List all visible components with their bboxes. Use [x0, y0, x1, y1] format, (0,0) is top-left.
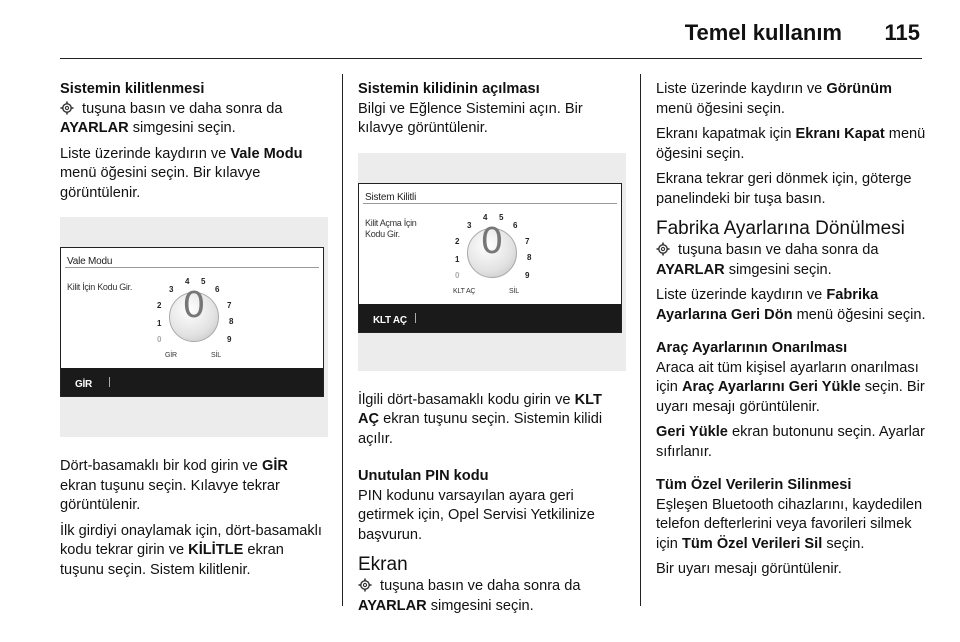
- text: seçin.: [822, 535, 865, 552]
- dial-digit: 3: [467, 220, 472, 230]
- text: menü öğesini seçin.: [656, 126, 926, 162]
- unlock-key: KLT AÇ: [453, 287, 476, 295]
- figure-prompt: Kilit İçin Kodu Gir.: [67, 282, 133, 292]
- text: Liste üzerinde kaydırın ve: [60, 145, 231, 162]
- text: ekran tuşunu seçin. Kılavye tekrar görüntülenir.: [60, 477, 280, 513]
- dial-digit: 5: [201, 277, 206, 286]
- text-bold: Vale Modu: [230, 145, 303, 162]
- dial-digit: 9: [525, 270, 530, 280]
- dial-digit: 3: [169, 285, 174, 294]
- text: menü öğesini seçin. Bir kılavye görüntülenir.: [60, 165, 261, 201]
- text-bold: AYARLAR: [656, 261, 725, 278]
- dial-digit: 7: [227, 301, 232, 310]
- text: İlk girdiyi onaylamak için, dört-basamaklı kodu tekrar girin ve: [60, 522, 322, 558]
- text: Eşleşen Bluetooth cihazlarını, kaydedilen telefon defterlerini veya favorileri silmek için: [656, 496, 923, 552]
- text: Araca ait tüm kişisel ayarların onarılması için: [656, 359, 919, 395]
- unlock-button-label: KLT AÇ: [373, 314, 407, 326]
- spacer: [656, 331, 926, 339]
- column-divider-1: [342, 74, 343, 606]
- figure-screen-title: Sistem Kilitli: [365, 191, 417, 203]
- text-bold: Geri Yükle: [656, 424, 728, 440]
- dial-digit: 8: [527, 252, 532, 262]
- figure-prompt: Kilit Açma İçin Kodu Gir.: [365, 217, 417, 239]
- text-bold: AYARLAR: [60, 120, 129, 136]
- text: İlgili dört-basamaklı kodu girin ve: [358, 391, 575, 408]
- text: ekran tuşunu seçin. Sistem kilitlenir.: [60, 542, 284, 578]
- text-bold: Fabrika Ayarlarına Geri Dön: [656, 287, 879, 323]
- figure-valet-mode: [60, 217, 328, 437]
- delete-key: SİL: [211, 352, 221, 359]
- heading-restore-vehicle-settings: Araç Ayarlarının Onarılması: [656, 340, 848, 356]
- text: PIN kodunu varsayılan ayara geri getirmek için, Opel Servisi Yetkilinize başvurun.: [358, 487, 595, 543]
- figure-screen-title: Vale Modu: [67, 256, 113, 267]
- text-bold: KLT AÇ: [358, 391, 602, 427]
- header-divider: [60, 58, 922, 59]
- dial-digit: 4: [483, 212, 488, 222]
- text: ekran butonunu seçin. Ayarlar sıfırlanır.: [656, 424, 925, 460]
- text: menü öğesini seçin.: [656, 100, 785, 117]
- text: simgesini seçin.: [426, 597, 534, 614]
- text: ekran tuşunu seçin. Sistemin kilidi açılır.: [358, 411, 603, 447]
- text: tuşuna basın ve daha sonra da: [376, 578, 581, 594]
- heading-display: Ekran: [358, 554, 408, 575]
- settings-gear-icon: [656, 242, 670, 256]
- text-bold: Ekranı Kapat: [795, 126, 885, 142]
- dial-digit: 0: [182, 285, 206, 326]
- figure-screen: [358, 183, 622, 333]
- code-dial: [467, 220, 517, 278]
- text: Dört-basamaklı bir kod girin ve: [60, 458, 262, 474]
- dial-digit: 0: [455, 270, 460, 280]
- dial-digit: 2: [157, 301, 162, 310]
- text-bold: Tüm Özel Verileri Sil: [681, 535, 823, 552]
- code-dial: [169, 285, 219, 342]
- dial-digit: 0: [480, 220, 504, 262]
- heading-factory-reset: Fabrika Ayarlarına Dönülmesi: [656, 218, 905, 239]
- figure-bottom-bar: [359, 304, 621, 332]
- column-2: [358, 80, 626, 622]
- settings-gear-icon: [358, 578, 372, 592]
- dial-digit: 1: [455, 254, 460, 264]
- figure-screen: [60, 247, 324, 397]
- text: Liste üzerinde kaydırın ve: [656, 81, 827, 97]
- page-title: Temel kullanım: [684, 20, 842, 45]
- text: Ekranı kapatmak için: [656, 126, 796, 142]
- text-bold: AYARLAR: [358, 597, 427, 614]
- text: Bir uyarı mesajı görüntülenir.: [656, 561, 842, 577]
- text: Bilgi ve Eğlence Sistemini açın. Bir kılavye görüntülenir.: [358, 100, 583, 136]
- heading-system-unlock: Sistemin kilidinin açılması: [358, 81, 540, 97]
- dial-digit: 1: [157, 319, 162, 328]
- dial-digit: 8: [229, 317, 234, 326]
- divider: [363, 203, 617, 204]
- text: Ekrana tekrar geri dönmek için, göterge panelindeki bir tuşa basın.: [656, 171, 912, 207]
- page-header: [60, 0, 922, 60]
- figure-bottom-bar: [61, 368, 323, 396]
- text: simgesini seçin.: [724, 261, 832, 278]
- dial-digit: 6: [215, 285, 220, 294]
- spacer: [358, 455, 626, 467]
- text-bold: GİR: [261, 458, 288, 474]
- dial-digit: 2: [455, 236, 460, 246]
- spacer: [656, 468, 926, 476]
- text-bold: Araç Ayarlarını Geri Yükle: [681, 379, 861, 395]
- delete-key: SİL: [509, 287, 519, 295]
- column-divider-2: [640, 74, 641, 606]
- page-number: 115: [884, 20, 920, 45]
- text: seçin. Bir uyarı mesajı görüntülenir.: [656, 379, 925, 415]
- enter-key: GİR: [165, 352, 177, 359]
- heading-delete-private-data: Tüm Özel Verilerin Silinmesi: [656, 477, 852, 493]
- separator: [109, 377, 110, 387]
- column-3: [656, 80, 926, 586]
- separator: [415, 313, 416, 323]
- enter-button-label: GİR: [75, 379, 92, 390]
- dial-digit: 7: [525, 236, 530, 246]
- figure-system-locked: [358, 153, 626, 371]
- dial-digit: 5: [499, 212, 504, 222]
- text: Liste üzerinde kaydırın ve: [656, 287, 827, 303]
- dial-digit: 9: [227, 335, 232, 344]
- dial-digit: 6: [513, 220, 518, 230]
- settings-gear-icon: [60, 101, 74, 115]
- divider: [65, 267, 319, 268]
- text: menü öğesini seçin.: [792, 306, 926, 323]
- text: simgesini seçin.: [128, 120, 236, 136]
- heading-forgotten-pin: Unutulan PIN kodu: [358, 468, 489, 484]
- text-bold: KİLİTLE: [188, 542, 244, 558]
- column-1: [60, 80, 328, 586]
- heading-system-lock: Sistemin kilitlenmesi: [60, 81, 205, 97]
- text: tuşuna basın ve daha sonra da: [674, 242, 879, 258]
- text: tuşuna basın ve daha sonra da: [78, 100, 283, 117]
- text-bold: Görünüm: [826, 81, 893, 97]
- dial-digit: 0: [157, 335, 162, 344]
- dial-digit: 4: [185, 277, 190, 286]
